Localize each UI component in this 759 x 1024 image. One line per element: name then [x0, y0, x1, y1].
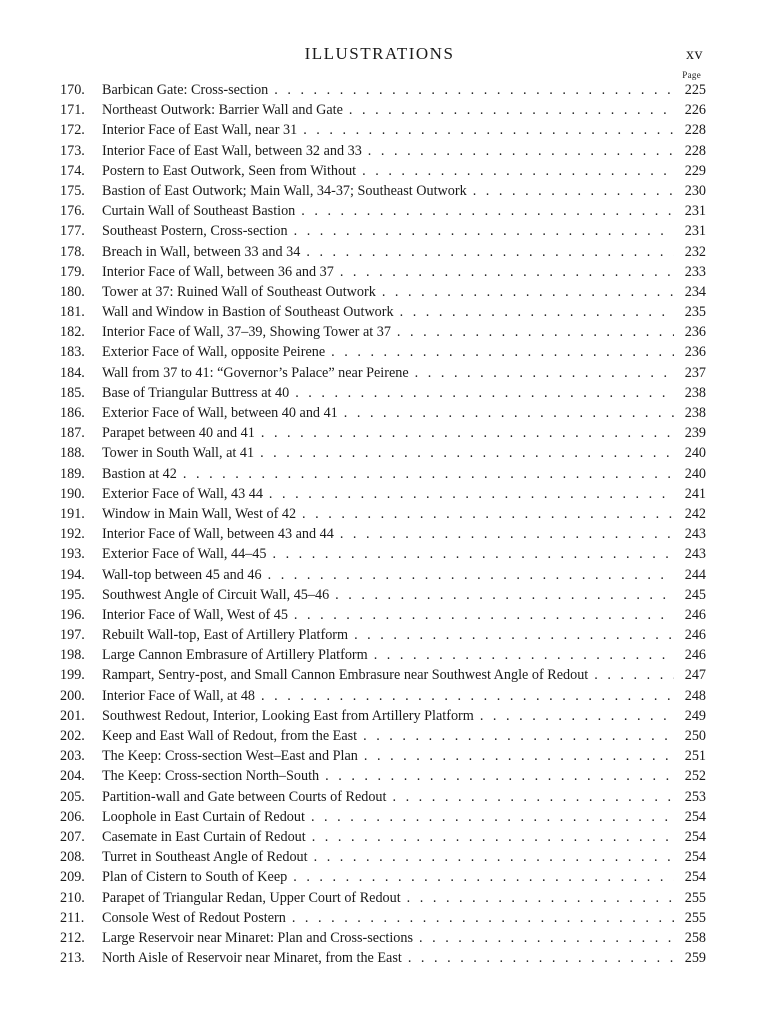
entry-page: 253 [684, 788, 706, 805]
dot-leader [261, 423, 674, 443]
page-title: ILLUSTRATIONS [304, 44, 455, 63]
dot-leader [325, 766, 674, 786]
page-number: xv [686, 46, 703, 63]
dot-leader [312, 827, 674, 847]
entry-number: 179. [60, 263, 85, 280]
entry-page: 247 [684, 667, 706, 684]
entry-number: 184. [60, 364, 85, 381]
list-item [60, 827, 706, 847]
entry-number: 198. [60, 647, 85, 664]
list-item [60, 484, 706, 504]
list-item [60, 746, 706, 766]
entry-number: 183. [60, 344, 85, 361]
dot-leader [368, 141, 674, 161]
page-column-label: Page [682, 70, 701, 80]
list-item [60, 867, 706, 887]
entry-number: 170. [60, 82, 85, 98]
entry-number: 192. [60, 526, 85, 543]
dot-leader [303, 120, 674, 140]
entry-page: 243 [684, 546, 706, 563]
dot-leader [331, 342, 674, 362]
entry-title: Large Reservoir near Minaret: Plan and Cross-sections [102, 929, 413, 946]
entry-number: 178. [60, 243, 85, 260]
entry-title: Turret in Southeast Angle of Redout [102, 849, 308, 866]
entry-title: Tower in South Wall, at 41 [102, 445, 255, 462]
dot-leader [295, 383, 674, 403]
dot-leader [473, 181, 674, 201]
entry-title: Rampart, Sentry-post, and Small Cannon Embrasure near Southwest Angle of Redout [102, 667, 589, 684]
dot-leader [311, 807, 674, 827]
entry-title: Interior Face of East Wall, near 31 [102, 122, 298, 139]
entry-page: 225 [684, 82, 706, 98]
entry-page: 238 [684, 384, 706, 401]
entry-number: 212. [60, 929, 85, 946]
entry-page: 251 [684, 748, 706, 765]
entry-title: Console West of Redout Postern [102, 909, 286, 926]
entry-page: 236 [684, 344, 706, 361]
list-item [60, 464, 706, 484]
entry-number: 200. [60, 687, 85, 704]
entry-title: Loophole in East Curtain of Redout [102, 808, 305, 825]
entry-title: Tower at 37: Ruined Wall of Southeast Outwork [102, 283, 376, 300]
entry-number: 176. [60, 203, 85, 220]
entry-page: 249 [684, 707, 706, 724]
entry-page: 244 [684, 566, 706, 583]
entry-page: 230 [684, 182, 706, 199]
entry-number: 177. [60, 223, 85, 240]
entry-number: 195. [60, 586, 85, 603]
entry-number: 189. [60, 465, 85, 482]
entry-title: Wall from 37 to 41: “Governor’s Palace” near Peirene [102, 364, 409, 381]
entry-title: Southwest Angle of Circuit Wall, 45–46 [102, 586, 330, 603]
entry-page: 252 [684, 768, 706, 785]
entry-page: 254 [684, 828, 706, 845]
dot-leader [306, 242, 674, 262]
dot-leader [269, 484, 674, 504]
entry-title: Curtain Wall of Southeast Bastion [102, 203, 296, 220]
entry-number: 213. [60, 950, 85, 967]
dot-leader [594, 665, 674, 685]
entry-page: 228 [684, 142, 706, 159]
entry-page: 254 [684, 808, 706, 825]
entry-title: Barbican Gate: Cross-section [102, 82, 269, 98]
dot-leader [354, 625, 674, 645]
list-item [60, 847, 706, 867]
dot-leader [302, 504, 674, 524]
entry-title: Breach in Wall, between 33 and 34 [102, 243, 301, 260]
entry-number: 207. [60, 828, 85, 845]
entry-title: Plan of Cistern to South of Keep [102, 869, 288, 886]
dot-leader [400, 302, 674, 322]
list-item [60, 645, 706, 665]
entry-title: Parapet between 40 and 41 [102, 425, 255, 442]
list-item [60, 524, 706, 544]
entry-number: 199. [60, 667, 85, 684]
entry-page: 259 [684, 950, 706, 967]
entry-title: Base of Triangular Buttress at 40 [102, 384, 290, 401]
dot-leader [301, 201, 674, 221]
entry-page: 245 [684, 586, 706, 603]
dot-leader [274, 80, 674, 100]
entry-number: 172. [60, 122, 85, 139]
entry-page: 237 [684, 364, 706, 381]
list-item [60, 262, 706, 282]
dot-leader [292, 908, 674, 928]
entry-title: Wall and Window in Bastion of Southeast Outwork [102, 304, 394, 321]
dot-leader [261, 686, 674, 706]
dot-leader [260, 443, 674, 463]
dot-leader [362, 161, 674, 181]
entry-number: 181. [60, 304, 85, 321]
dot-leader [293, 867, 674, 887]
entry-page: 231 [684, 203, 706, 220]
list-item [60, 766, 706, 786]
entry-page: 243 [684, 526, 706, 543]
entry-title: Interior Face of Wall, at 48 [102, 687, 256, 704]
entry-page: 228 [684, 122, 706, 139]
list-item [60, 282, 706, 302]
list-item [60, 161, 706, 181]
list-item [60, 504, 706, 524]
entry-number: 182. [60, 324, 85, 341]
list-item [60, 706, 706, 726]
entry-page: 255 [684, 889, 706, 906]
entry-page: 241 [684, 485, 706, 502]
dot-leader [480, 706, 674, 726]
entry-title: Bastion of East Outwork; Main Wall, 34-37; Southeast Outwork [102, 182, 467, 199]
list-item [60, 423, 706, 443]
list-item [60, 383, 706, 403]
entry-title: Rebuilt Wall-top, East of Artillery Platform [102, 627, 349, 644]
entry-number: 186. [60, 405, 85, 421]
entry-number: 204. [60, 768, 85, 785]
list-item [60, 544, 706, 564]
list-item [60, 201, 706, 221]
entry-number: 180. [60, 283, 85, 300]
entry-number: 206. [60, 808, 85, 825]
dot-leader [183, 464, 674, 484]
entry-page: 242 [684, 505, 706, 522]
entry-page: 240 [684, 465, 706, 482]
entry-number: 188. [60, 445, 85, 462]
entry-title: Keep and East Wall of Redout, from the East [102, 728, 358, 744]
entry-title: Casemate in East Curtain of Redout [102, 828, 306, 845]
entry-number: 174. [60, 162, 85, 179]
list-item [60, 888, 706, 908]
entry-number: 208. [60, 849, 85, 866]
dot-leader [294, 221, 674, 241]
list-item [60, 221, 706, 241]
dot-leader [407, 888, 674, 908]
entry-number: 209. [60, 869, 85, 886]
dot-leader [272, 544, 674, 564]
dot-leader [344, 403, 674, 423]
entry-number: 210. [60, 889, 85, 906]
entry-page: 229 [684, 162, 706, 179]
entry-title: Exterior Face of Wall, 43 44 [102, 485, 263, 502]
entry-page: 236 [684, 324, 706, 341]
entry-title: The Keep: Cross-section North–South [102, 768, 320, 785]
entry-title: Exterior Face of Wall, 44–45 [102, 546, 267, 563]
list-item [60, 100, 706, 120]
entry-title: Interior Face of East Wall, between 32 and 33 [102, 142, 362, 159]
entry-title: Window in Main Wall, West of 42 [102, 505, 297, 522]
list-item [60, 585, 706, 605]
dot-leader [382, 282, 674, 302]
entry-title: Interior Face of Wall, between 43 and 44 [102, 526, 334, 543]
entry-title: Partition-wall and Gate between Courts of Redout [102, 788, 387, 805]
entry-number: 193. [60, 546, 85, 563]
list-item [60, 181, 706, 201]
entry-number: 205. [60, 788, 85, 805]
entry-number: 194. [60, 566, 85, 583]
list-item [60, 342, 706, 362]
dot-leader [419, 928, 674, 948]
list-item [60, 726, 706, 746]
illustrations-list [60, 80, 706, 968]
list-item [60, 565, 706, 585]
entry-title: Wall-top between 45 and 46 [102, 566, 262, 583]
entry-page: 233 [684, 263, 706, 280]
dot-leader [340, 524, 674, 544]
entry-page: 235 [684, 304, 706, 321]
entry-title: Interior Face of Wall, 37–39, Showing Tower at 37 [102, 324, 391, 341]
list-item [60, 605, 706, 625]
entry-page: 246 [684, 647, 706, 664]
entry-page: 231 [684, 223, 706, 240]
list-item [60, 928, 706, 948]
list-item [60, 443, 706, 463]
entry-number: 196. [60, 606, 85, 623]
entry-title: Northeast Outwork: Barrier Wall and Gate [102, 102, 343, 119]
dot-leader [392, 787, 674, 807]
list-item [60, 363, 706, 383]
entry-title: Parapet of Triangular Redan, Upper Court of Redout [102, 889, 401, 906]
entry-page: 246 [684, 627, 706, 644]
entry-page: 238 [684, 405, 706, 421]
entry-title: Large Cannon Embrasure of Artillery Platform [102, 647, 368, 664]
dot-leader [268, 565, 674, 585]
dot-leader [294, 605, 674, 625]
list-item [60, 807, 706, 827]
dot-leader [397, 322, 674, 342]
dot-leader [415, 363, 674, 383]
entry-page: 226 [684, 102, 706, 119]
list-item [60, 322, 706, 342]
entry-number: 171. [60, 102, 85, 119]
entry-number: 185. [60, 384, 85, 401]
entry-number: 187. [60, 425, 85, 442]
dot-leader [349, 100, 674, 120]
entry-page: 234 [684, 283, 706, 300]
dot-leader [363, 726, 674, 746]
entry-page: 248 [684, 687, 706, 704]
entry-page: 254 [684, 869, 706, 886]
entry-title: Bastion at 42 [102, 465, 177, 482]
entry-title: Postern to East Outwork, Seen from Without [102, 162, 357, 179]
entry-title: Southeast Postern, Cross-section [102, 223, 288, 240]
dot-leader [364, 746, 674, 766]
entry-number: 191. [60, 505, 85, 522]
list-item [60, 302, 706, 322]
entry-number: 197. [60, 627, 85, 644]
list-item [60, 665, 706, 685]
entry-number: 211. [60, 909, 85, 926]
entry-number: 201. [60, 707, 85, 724]
list-item [60, 625, 706, 645]
entry-page: 239 [684, 425, 706, 442]
dot-leader [314, 847, 674, 867]
dot-leader [335, 585, 674, 605]
list-item [60, 80, 706, 100]
list-item [60, 242, 706, 262]
entry-title: Interior Face of Wall, between 36 and 37 [102, 263, 334, 280]
list-item [60, 686, 706, 706]
entry-page: 232 [684, 243, 706, 260]
entry-page: 250 [684, 728, 706, 744]
entry-number: 190. [60, 485, 85, 502]
list-item [60, 141, 706, 161]
entry-page: 240 [684, 445, 706, 462]
entry-page: 254 [684, 849, 706, 866]
entry-title: The Keep: Cross-section West–East and Plan [102, 748, 358, 765]
entry-title: Exterior Face of Wall, between 40 and 41 [102, 405, 338, 421]
list-item [60, 908, 706, 928]
list-item [60, 120, 706, 140]
entry-title: North Aisle of Reservoir near Minaret, from the East [102, 950, 402, 967]
entry-page: 255 [684, 909, 706, 926]
entry-number: 175. [60, 182, 85, 199]
entry-title: Interior Face of Wall, West of 45 [102, 606, 288, 623]
entry-number: 203. [60, 748, 85, 765]
list-item [60, 787, 706, 807]
entry-number: 202. [60, 728, 85, 744]
entry-page: 258 [684, 929, 706, 946]
dot-leader [374, 645, 674, 665]
entry-title: Exterior Face of Wall, opposite Peirene [102, 344, 326, 361]
entry-page: 246 [684, 606, 706, 623]
entry-title: Southwest Redout, Interior, Looking East from Artillery Platform [102, 707, 474, 724]
entry-number: 173. [60, 142, 85, 159]
dot-leader [408, 948, 674, 968]
list-item [60, 403, 706, 423]
list-item [60, 948, 706, 968]
dot-leader [340, 262, 674, 282]
